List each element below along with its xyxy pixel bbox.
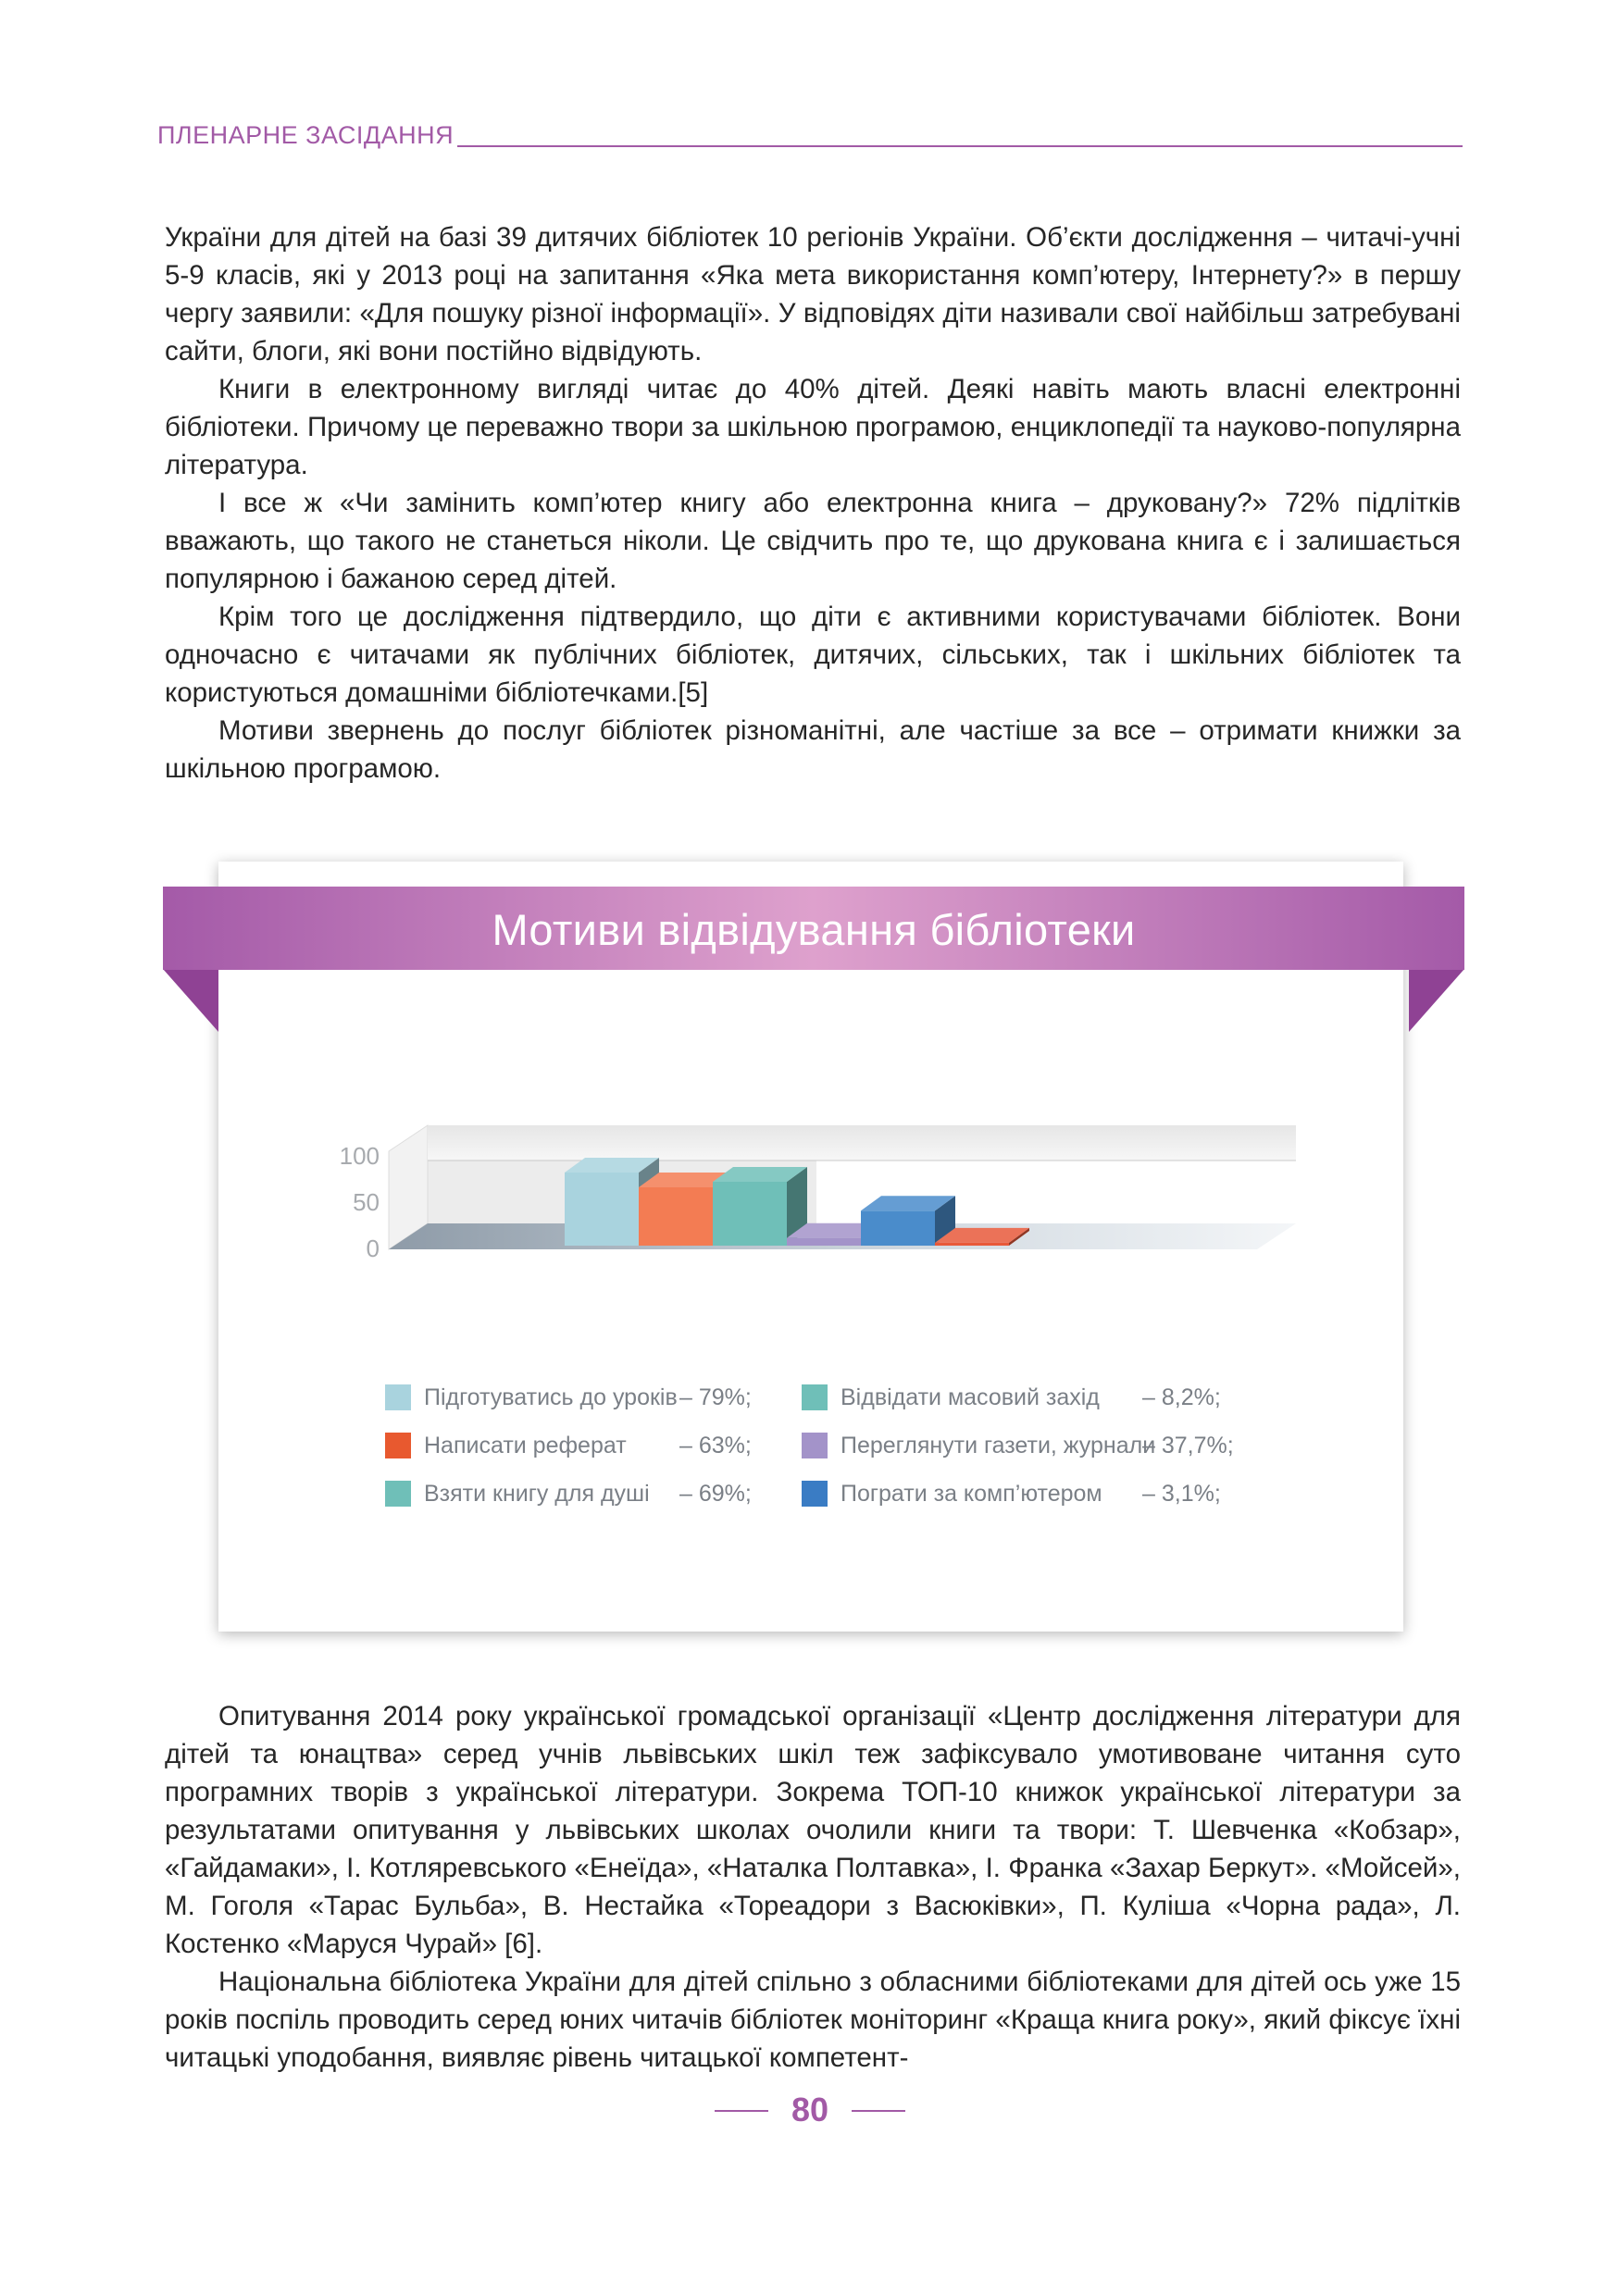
running-header bbox=[157, 122, 1463, 152]
legend-swatch bbox=[802, 1481, 828, 1507]
paragraph: Крім того це дослідження підтвердило, що діти є активними користувачами бібліотек. Вони одночасно є читачами як публічних бібліотек, дитячих, сільських, так і шкільних бібліотек та користуються домашніми бібліотечками.[5] bbox=[165, 602, 1461, 708]
paragraph: Опитування 2014 року української громадської організації «Центр дослідження літератури для дітей та юнацтва» серед учнів львівських шкіл теж зафіксувало умотивоване читання суто програмних творів з української літератури. Зокрема ТОП-10 книжок української літератури за результатами опитування у львівських школах очолили книги та твори: Т. Шевченка «Кобзар», «Гайдамаки», І. Котляревського «Енеїда», «Наталка Полтавка», І. Франка «Захар Беркут». «Мойсей», М. Гоголя «Тарас Бульба», В. Нестайка «Тореадори з Васюківки», П. Куліша «Чорна рада», Л. Костенко «Маруся Чурай» [6]. bbox=[165, 1701, 1461, 1959]
section-title: ПЛЕНАРНЕ ЗАСІДАННЯ bbox=[157, 121, 455, 149]
legend-swatch bbox=[385, 1384, 411, 1410]
top-text bbox=[165, 218, 1461, 788]
legend-label: Переглянути газети, журнали bbox=[841, 1432, 1156, 1458]
footer-rule-right bbox=[852, 2110, 905, 2112]
legend-value: – 69%; bbox=[679, 1480, 752, 1507]
bar-front bbox=[639, 1187, 713, 1246]
legend-item bbox=[385, 1427, 627, 1464]
chart-title: Мотиви відвідування бібліотеки bbox=[492, 904, 1136, 954]
bar bbox=[861, 1196, 955, 1246]
legend-item bbox=[802, 1475, 1102, 1512]
bottom-text bbox=[165, 1697, 1461, 2077]
y-tick-label: 0 bbox=[366, 1235, 380, 1262]
legend-value: – 3,1%; bbox=[1142, 1480, 1221, 1507]
legend-item bbox=[802, 1379, 1100, 1416]
legend-swatch bbox=[802, 1433, 828, 1458]
banner-right-fold bbox=[1409, 969, 1464, 1032]
header-rule bbox=[457, 145, 1463, 147]
legend-value: – 8,2%; bbox=[1142, 1384, 1221, 1410]
bar-chart bbox=[315, 1064, 1314, 1296]
legend-swatch bbox=[802, 1384, 828, 1410]
banner-left-fold bbox=[163, 969, 218, 1032]
paragraph: І все ж «Чи замінить комп’ютер книгу або електронна книга – друковану?» 72% підлітків вважають, що такого не станеться ніколи. Це свідчить про те, що друкована книга є і залишається популярною і бажаною серед дітей. bbox=[165, 488, 1461, 594]
legend-item bbox=[385, 1475, 650, 1512]
y-tick-label: 100 bbox=[339, 1142, 380, 1170]
legend-value: – 79%; bbox=[679, 1384, 752, 1410]
legend-label: Підготуватись до уроків bbox=[424, 1384, 678, 1410]
legend-value: – 37,7%; bbox=[1142, 1432, 1234, 1458]
paragraph: Національна бібліотека України для дітей спільно з обласними бібліотеками для дітей ось уже 15 років поспіль проводить серед юних читачів бібліотек моніторинг «Краща книга року», який фіксує їхні читацькі уподобання, виявляє рівень читацької компетент- bbox=[165, 1967, 1461, 2073]
page-number: 80 bbox=[791, 2091, 829, 2128]
chart-legend bbox=[385, 1379, 1264, 1536]
legend-swatch bbox=[385, 1481, 411, 1507]
legend-label: Взяти книгу для душі bbox=[424, 1480, 650, 1507]
chart-back-wall bbox=[428, 1125, 1296, 1160]
legend-label: Написати реферат bbox=[424, 1432, 627, 1458]
bar-front bbox=[861, 1210, 935, 1246]
bar-front bbox=[713, 1182, 787, 1246]
legend-label: Відвідати масовий захід bbox=[841, 1384, 1100, 1410]
legend-label: Пограти за комп’ютером bbox=[841, 1480, 1102, 1507]
legend-value: – 63%; bbox=[679, 1432, 752, 1458]
y-tick-label: 50 bbox=[353, 1188, 380, 1216]
paragraph: Книги в електронному вигляді читає до 40% дітей. Деякі навіть мають власні електронні бібліотеки. Причому це переважно твори за шкільною програмою, енциклопедії та науково-популярна література. bbox=[165, 374, 1461, 480]
bar-front bbox=[565, 1173, 639, 1246]
bar-front bbox=[787, 1238, 861, 1246]
paragraph: України для дітей на базі 39 дитячих бібліотек 10 регіонів України. Об’єкти дослідження – читачі-учні 5-9 класів, які у 2013 році на запитання «Яка мета використання комп’ютеру, Інтернету?» в першу чергу заявили: «Для пошуку різної інформації». У відповідях діти називали свої найбільш затребувані сайти, блоги, які вони постійно відвідують. bbox=[165, 222, 1461, 366]
page-footer bbox=[713, 2087, 907, 2133]
legend-item bbox=[385, 1379, 678, 1416]
paragraph: Мотиви звернень до послуг бібліотек різноманітні, але частіше за все – отримати книжки за шкільною програмою. bbox=[165, 715, 1461, 784]
legend-swatch bbox=[385, 1433, 411, 1458]
legend-item bbox=[802, 1427, 1155, 1464]
bar-front bbox=[935, 1243, 1009, 1246]
